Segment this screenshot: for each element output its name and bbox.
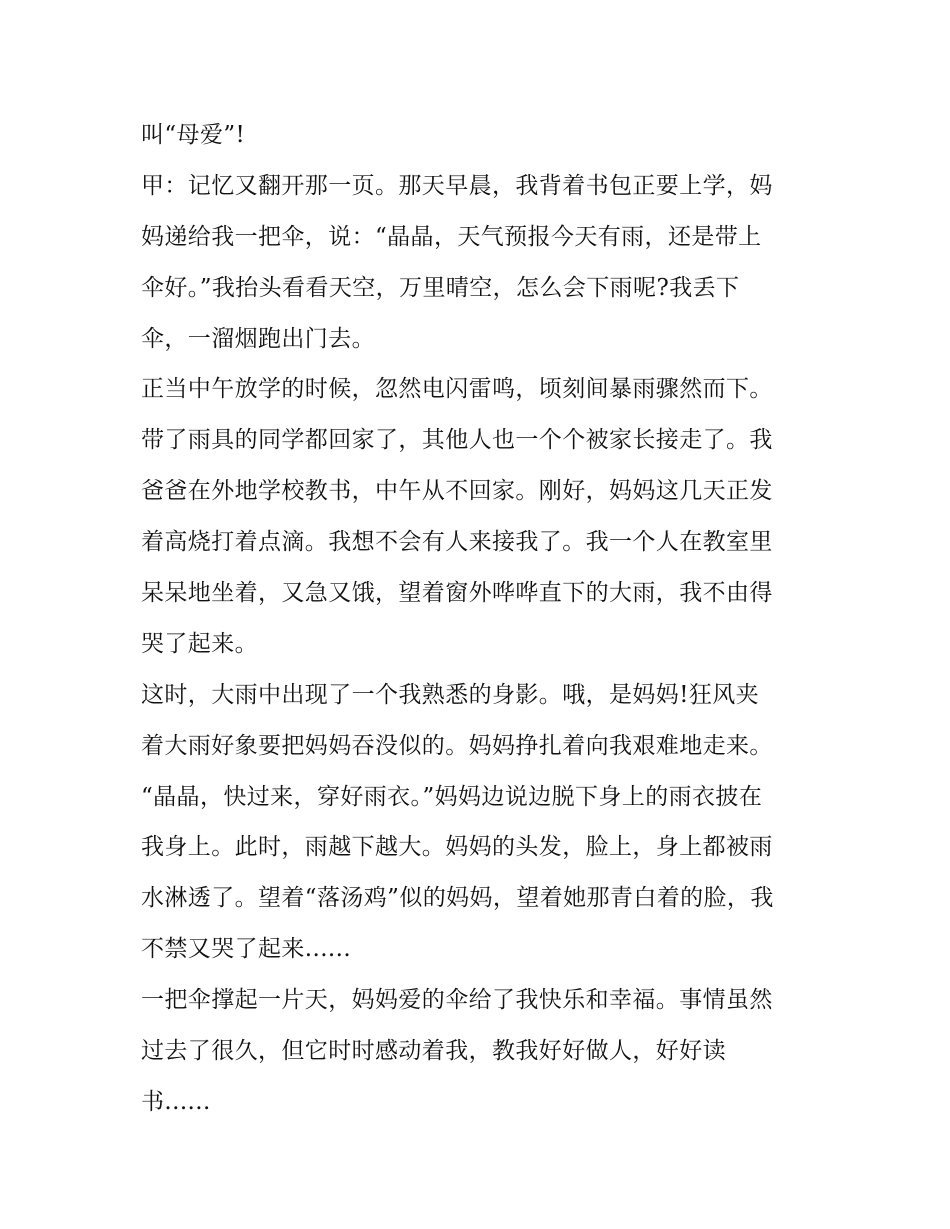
text-line-15: 我身上。此时，雨越下越大。妈妈的头发，脸上，身上都被雨 [141,834,773,861]
text-line-6: 正当中午放学的时候，忽然电闪雷鸣，顷刻间暴雨骤然而下。 [141,376,773,403]
text-line-9: 着高烧打着点滴。我想不会有人来接我了。我一个人在教室里 [141,529,773,556]
text-line-11: 哭了起来。 [141,630,258,657]
text-line-12: 这时，大雨中出现了一个我熟悉的身影。哦，是妈妈!狂风夹 [141,681,760,708]
text-line-3: 妈递给我一把伞，说：“晶晶，天气预报今天有雨，还是带上 [141,223,762,250]
text-line-1: 叫“母爱”! [141,122,246,148]
text-line-4: 伞好。”我抬头看看天空，万里晴空，怎么会下雨呢?我丢下 [141,274,740,301]
text-line-20: 书...... [141,1088,211,1115]
text-line-13: 着大雨好象要把妈妈吞没似的。妈妈挣扎着向我艰难地走来。 [141,732,773,759]
text-line-14: “晶晶，快过来，穿好雨衣。”妈妈边说边脱下身上的雨衣披在 [141,783,763,810]
text-line-10: 呆呆地坐着，又急又饿，望着窗外哗哗直下的大雨，我不由得 [141,580,773,607]
text-line-16: 水淋透了。望着“落汤鸡”似的妈妈，望着她那青白着的脸，我 [141,885,774,912]
document-body [141,110,821,1128]
text-line-8: 爸爸在外地学校教书，中午从不回家。刚好，妈妈这几天正发 [141,478,773,505]
text-line-17: 不禁又哭了起来...... [141,936,352,963]
text-line-19: 过去了很久，但它时时感动着我，教我好好做人，好好读 [141,1038,726,1065]
text-line-5: 伞，一溜烟跑出门去。 [141,325,375,352]
text-line-7: 带了雨具的同学都回家了，其他人也一个个被家长接走了。我 [141,427,773,454]
text-line-2: 甲：记忆又翻开那一页。那天早晨，我背着书包正要上学，妈 [141,172,773,199]
text-line-18: 一把伞撑起一片天，妈妈爱的伞给了我快乐和幸福。事情虽然 [141,987,773,1014]
